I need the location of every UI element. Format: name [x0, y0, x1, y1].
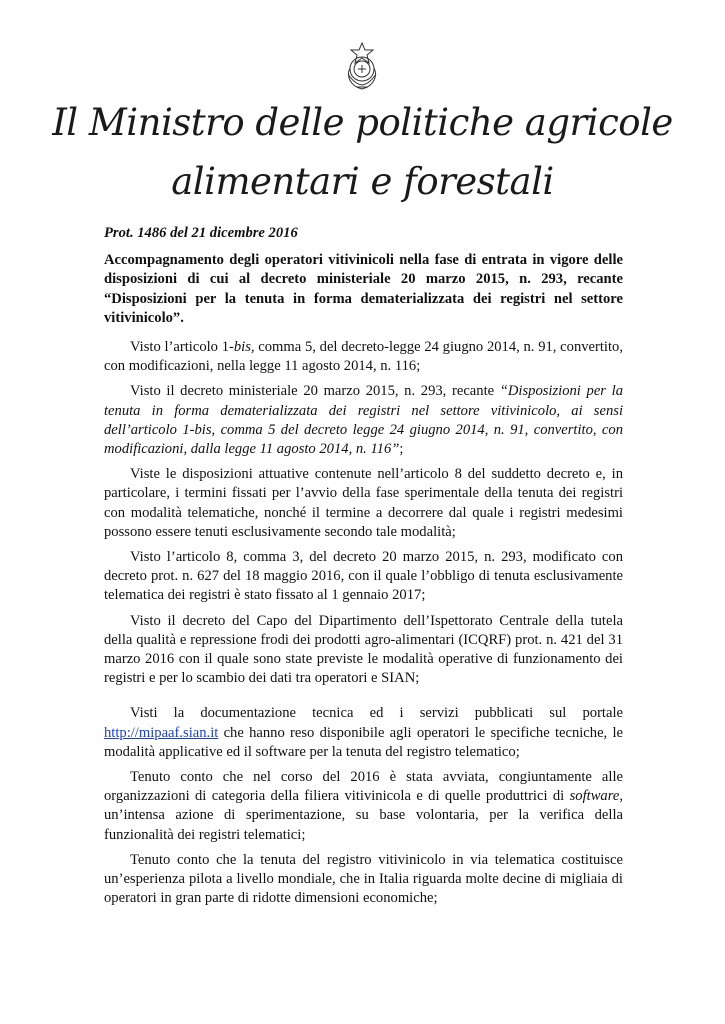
paragraph-5: Visto il decreto del Capo del Dipartimento dell’Ispettorato Centrale della tutela della qualità e repressione frodi dei prodotti agro-alimentari (ICQRF) prot. n. 421 del 31 marzo 2016 con il quale sono state previste le modalità operative di funzionamento dei registri e per lo scambio dei dati tra operatori e SIAN;: [104, 612, 623, 687]
sian-portal-link[interactable]: http://mipaaf.sian.it: [104, 724, 219, 741]
paragraph-6: Visti la documentazione tecnica ed i servizi pubblicati sul portale http://mipaaf.sian.it che hanno reso disponibile agli operatori le specifiche tecniche, le modalità applicative ed il software per la tenuta del registro telematico;: [104, 705, 623, 760]
ministry-title-line1: Il Ministro delle politiche agricole: [52, 101, 673, 144]
protocol-number: Prot. 1486 del 21 dicembre 2016: [104, 225, 298, 241]
document-body: [104, 224, 623, 915]
paragraph-1: Visto l’articolo 1-bis, comma 5, del decreto-legge 24 giugno 2014, n. 91, convertito, con modificazioni, nella legge 11 agosto 2014, n. 116;: [104, 339, 623, 375]
paragraph-2: Visto il decreto ministeriale 20 marzo 2015, n. 293, recante “Disposizioni per la tenuta in forma dematerializzata dei registri nel settore vitivinicolo, ai sensi dell’articolo 1-bis, comma 5 del decreto legge 24 giugno 2014, n. 91, convertito, con modificazioni, dalla legge 11 agosto 2014, n. 116”;: [104, 383, 623, 458]
paragraph-3: Viste le disposizioni attuative contenute nell’articolo 8 del suddetto decreto e, in particolare, i termini fissati per l’avvio della fase sperimentale della tenuta dei registri con modalità telematiche, nonché il termine a decorrere dal quale i registri medesimi possono essere tenuti esclusivamente secondo tale modalità;: [104, 466, 623, 540]
italian-republic-emblem-icon: [340, 40, 384, 92]
subject-heading: Accompagnamento degli operatori vitivinicoli nella fase di entrata in vigore delle disposizioni di cui al decreto ministeriale 20 marzo 2015, n. 293, recante “Disposizioni per la tenuta in forma dematerializzata dei registri nel settore vitivinicolo”.: [104, 252, 623, 326]
paragraph-8: Tenuto conto che la tenuta del registro vitivinicolo in via telematica costituisce un’esperienza pilota a livello mondiale, che in Italia riguarda molte decine di migliaia di operatori in gran parte di ridotte dimensioni economiche;: [104, 851, 623, 907]
ministry-title-line2: alimentari e forestali: [171, 160, 554, 203]
paragraph-7: Tenuto conto che nel corso del 2016 è stata avviata, congiuntamente alle organizzazioni di categoria della filiera vitivinicola e di quelle produttrici di software, un’intensa azione di sperimentazione, su base volontaria, per la verifica della funzionalità dei registri telematici;: [104, 769, 623, 843]
paragraph-4: Visto l’articolo 8, comma 3, del decreto 20 marzo 2015, n. 293, modificato con decreto prot. n. 627 del 18 maggio 2016, con il quale l’obbligo di tenuta esclusivamente telematica dei registri è stato fissato al 1 gennaio 2017;: [104, 549, 623, 604]
